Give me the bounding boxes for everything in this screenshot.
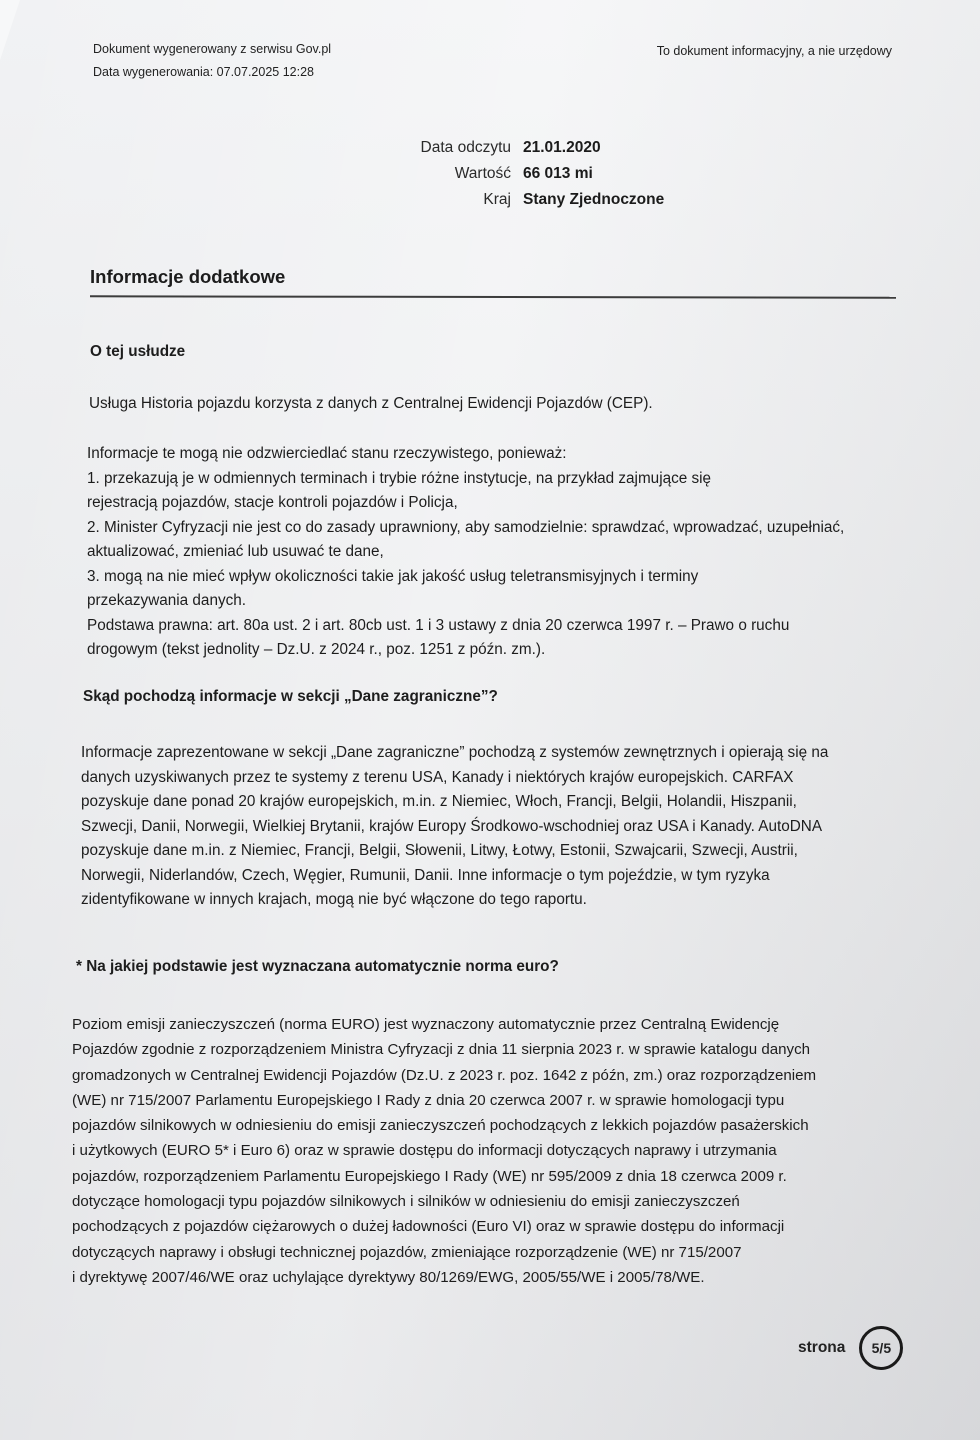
section-title: Informacje dodatkowe — [90, 266, 286, 287]
euro-line: dotyczące homologacji typu pojazdów silnikowych i silników w odniesieniu do emisji zanieczyszczeń — [72, 1193, 740, 1211]
about-line: rejestracją pojazdów, stacje kontroli pojazdów i Policja, — [87, 494, 458, 511]
odometer-reading — [330, 135, 664, 213]
about-line: 1. przekazują je w odmiennych terminach i trybie różne instytucje, na przykład zajmujące się — [87, 469, 712, 487]
about-line: Informacje te mogą nie odzwierciedlać stanu rzeczywistego, ponieważ: — [87, 445, 567, 462]
section-divider — [90, 295, 896, 298]
foreign-paragraph — [81, 741, 828, 913]
document-notice: To dokument informacyjny, a nie urzędowy — [656, 44, 892, 58]
foreign-line: zidentyfikowane w innych krajach, mogą nie być włączone do tego raportu. — [81, 891, 587, 908]
foreign-line: pozyskuje dane m.in. z Niemiec, Francji, Belgii, Słowenii, Litwy, Łotwy, Estonii, Szwajcarii, Szwecji, Austrii, — [81, 842, 798, 859]
euro-line: pojazdów silnikowych w odniesieniu do emisji zanieczyszczeń pochodzących z lekkich pojazdów pasażerskich — [72, 1117, 809, 1135]
euro-line: i dyrektywę 2007/46/WE oraz uchylające dyrektywy 80/1269/EWG, 2005/55/WE i 2005/78/WE. — [72, 1268, 705, 1286]
reading-date-label: Data odczytu — [420, 139, 511, 156]
foreign-line: Szwecji, Danii, Norwegii, Wielkiej Brytanii, krajów Europy Środkowo-wschodniej oraz USA i Kanady. AutoDNA — [81, 817, 823, 835]
euro-line: Poziom emisji zanieczyszczeń (norma EURO) jest wyznaczony automatycznie przez Centralną Ewidencję — [72, 1016, 780, 1033]
about-line: Podstawa prawna: art. 80a ust. 2 i art. 80cb ust. 1 i 3 ustawy z dnia 20 czerwca 1997 r. – Prawo o ruchu — [87, 616, 790, 634]
about-intro — [89, 392, 653, 417]
reading-date-value: 21.01.2020 — [523, 139, 601, 156]
about-line: 3. mogą na nie mieć wpływ okoliczności takie jak jakość usług teletransmisyjnych i terminy — [87, 567, 699, 585]
foreign-line: danych uzyskiwanych przez te systemy z terenu USA, Kanady i niektórych krajów europejskich. CARFAX — [81, 768, 794, 786]
foreign-line: Norwegii, Niderlandów, Czech, Węgier, Rumunii, Danii. Inne informacje o tym pojeździe, w tym ryzyka — [81, 866, 770, 884]
euro-line: gromadzonych w Centralnej Ewidencji Pojazdów (Dz.U. z 2023 r. poz. 1642 z późn, zm.) oraz rozporządzeniem — [72, 1066, 817, 1084]
about-line: przekazywania danych. — [87, 592, 247, 609]
reading-country-label: Kraj — [483, 191, 511, 208]
foreign-line: Informacje zaprezentowane w sekcji „Dane zagraniczne” pochodzą z systemów zewnętrznych i opierają się na — [81, 744, 829, 761]
about-line: 2. Minister Cyfryzacji nie jest co do zasady uprawniony, aby samodzielnie: sprawdzać, wprowadzać, uzupełniać, — [87, 518, 845, 536]
euro-paragraph — [72, 1012, 816, 1290]
euro-line: Pojazdów zgodnie z rozporządzeniem Ministra Cyfryzacji z dnia 11 sierpnia 2023 r. w sprawie katalogu danych — [72, 1041, 811, 1059]
page-number: 5/5 — [859, 1326, 903, 1370]
reading-country-value: Stany Zjednoczone — [523, 191, 665, 208]
reading-value-label: Wartość — [454, 165, 511, 182]
about-intro-text: Usługa Historia pojazdu korzysta z danych z Centralnej Ewidencji Pojazdów (CEP). — [89, 395, 653, 412]
euro-line: pochodzących z pojazdów ciężarowych o dużej ładowności (Euro VI) oraz w sprawie dostępu do informacji — [72, 1218, 785, 1236]
about-line: aktualizować, zmieniać lub usuwać te dane, — [87, 543, 384, 560]
paper-corner — [0, 0, 20, 60]
document-header-left — [93, 38, 331, 84]
euro-line: pojazdów, rozporządzeniem Parlamentu Europejskiego I Rady (WE) nr 595/2009 z dnia 18 czerwca 2009 r. — [72, 1167, 787, 1185]
about-line: drogowym (tekst jednolity – Dz.U. z 2024 r., poz. 1251 z późn. zm.). — [87, 641, 546, 658]
reading-row-country — [330, 187, 664, 213]
reading-row-date — [330, 135, 664, 161]
foreign-heading: Skąd pochodzą informacje w sekcji „Dane zagraniczne”? — [83, 688, 498, 705]
page-footer — [798, 1326, 903, 1370]
generated-date: Data wygenerowania: 07.07.2025 12:28 — [93, 65, 314, 79]
euro-line: (WE) nr 715/2007 Parlamentu Europejskiego I Rady z dnia 20 czerwca 2007 r. w sprawie homologacji typu — [72, 1091, 785, 1109]
source-line: Dokument wygenerowany z serwisu Gov.pl — [93, 42, 332, 56]
reading-value-value: 66 013 mi — [523, 165, 593, 182]
page-label: strona — [798, 1339, 846, 1356]
euro-heading: * Na jakiej podstawie jest wyznaczana automatycznie norma euro? — [76, 958, 559, 975]
about-heading: O tej usłudze — [90, 343, 186, 360]
foreign-line: pozyskuje dane ponad 20 krajów europejskich, m.in. z Niemiec, Włoch, Francji, Belgii, Holandii, Hiszpanii, — [81, 793, 797, 810]
euro-line: i użytkowych (EURO 5* i Euro 6) oraz w sprawie dostępu do informacji dotyczących naprawy i utrzymania — [72, 1142, 777, 1160]
reading-row-value — [330, 161, 664, 187]
euro-line: dotyczących naprawy i obsługi technicznej pojazdów, zmieniające rozporządzenie (WE) nr 715/2007 — [72, 1243, 742, 1261]
about-paragraph — [87, 442, 844, 663]
